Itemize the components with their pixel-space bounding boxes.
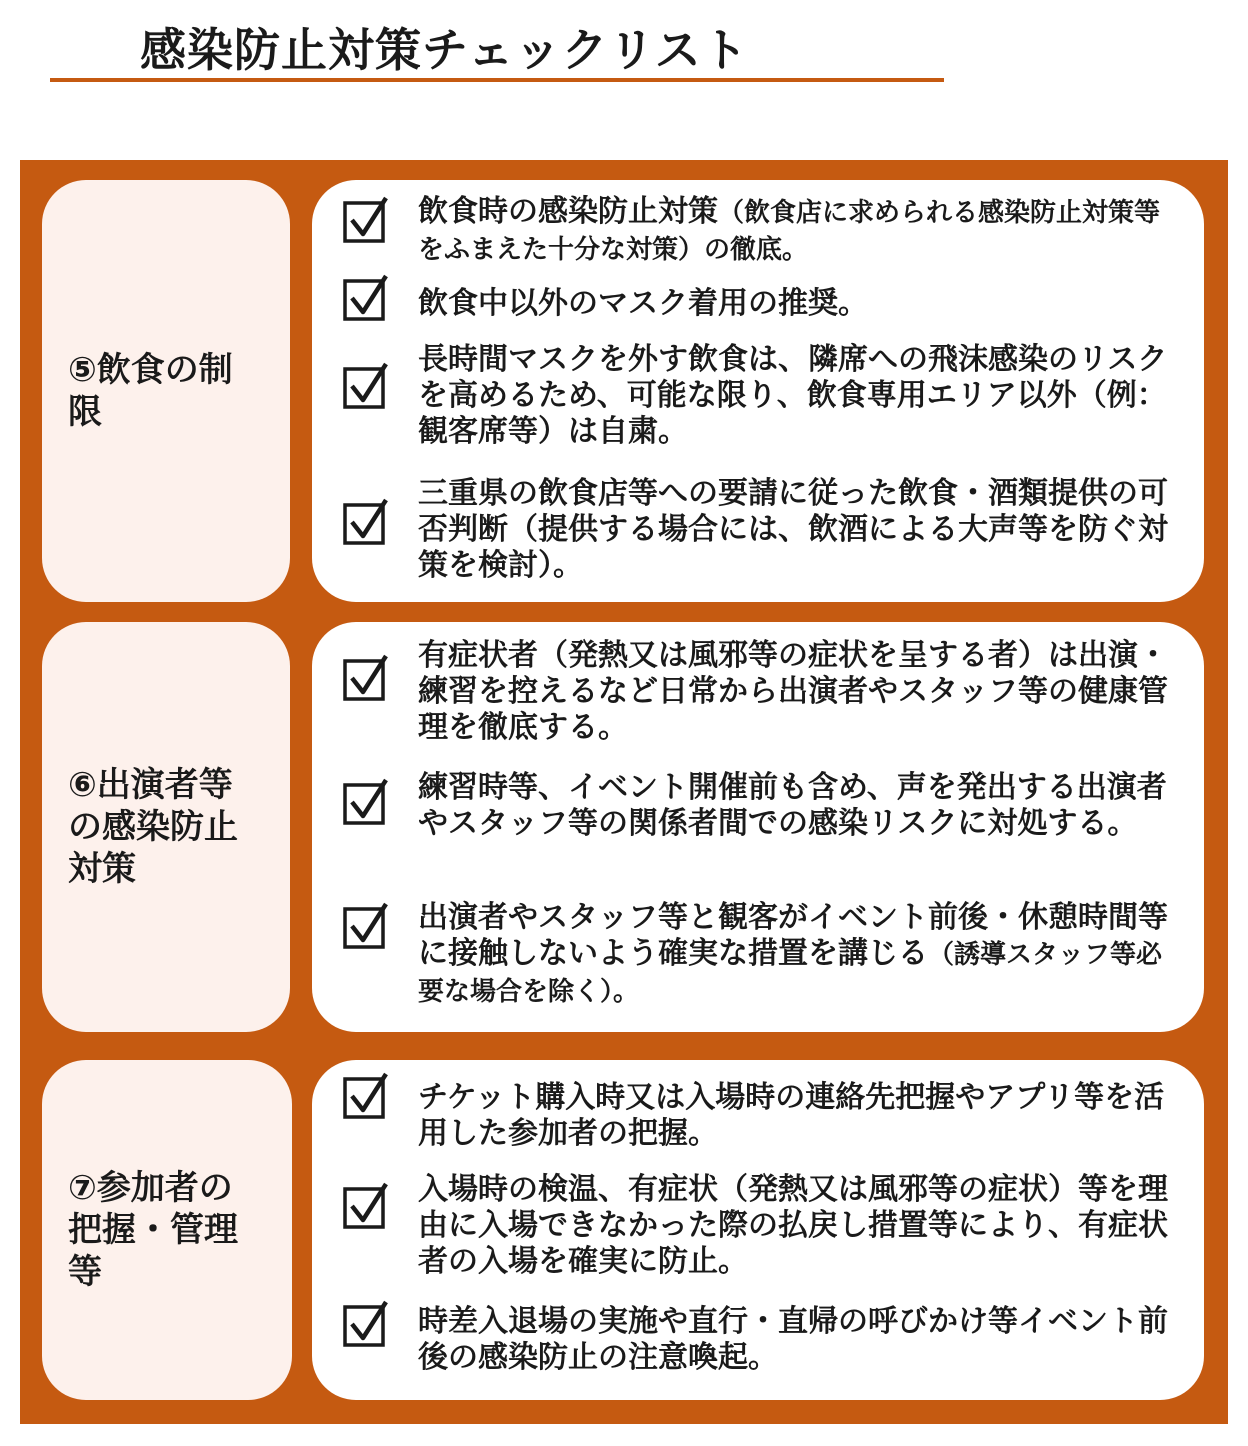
checklist-item-text: 長時間マスクを外す飲食は、隣席への飛沫感染のリスクを高めるため、可能な限り、飲食専用エリア以外（例：観客席等）は自粛。 xyxy=(418,342,1168,449)
checkbox-checked-icon[interactable] xyxy=(342,778,390,826)
section-7-label: ⑦参加者の把握・管理等 xyxy=(68,1168,238,1292)
section-7-items xyxy=(312,1060,1204,1400)
checkbox-checked-icon[interactable] xyxy=(342,274,390,322)
checkbox-checked-icon[interactable] xyxy=(342,1182,390,1230)
page-title: 感染防止対策チェックリスト xyxy=(140,23,749,77)
section-5-label-box xyxy=(42,180,290,602)
checklist-item xyxy=(312,1300,1204,1380)
section-5-items xyxy=(312,180,1204,602)
checkbox-checked-icon[interactable] xyxy=(342,196,390,244)
section-7-label-box xyxy=(42,1060,292,1400)
checklist-item-text: 入場時の検温、有症状（発熱又は風邪等の症状）等を理由に入場できなかった際の払戻し措置等により、有症状者の入場を確実に防止。 xyxy=(418,1172,1168,1279)
checklist-item-text: 有症状者（発熱又は風邪等の症状を呈する者）は出演・練習を控えるなど日常から出演者やスタッフ等の健康管理を徹底する。 xyxy=(418,638,1168,745)
checklist-frame xyxy=(20,160,1228,1424)
section-6-label: ⑥出演者等の感染防止対策 xyxy=(68,765,238,889)
checklist-item xyxy=(312,770,1204,886)
checkbox-checked-icon[interactable] xyxy=(342,1300,390,1348)
title-underline xyxy=(50,78,944,82)
checklist-item xyxy=(312,900,1204,1016)
checklist-item xyxy=(312,188,1204,268)
checkbox-checked-icon[interactable] xyxy=(342,362,390,410)
checklist-item-text: 時差入退場の実施や直行・直帰の呼びかけ等イベント前後の感染防止の注意喚起。 xyxy=(418,1304,1168,1375)
checklist-item-text: 練習時等、イベント開催前も含め、声を発出する出演者やスタッフ等の関係者間での感染リスクに対処する。 xyxy=(418,770,1167,841)
checkbox-checked-icon[interactable] xyxy=(342,654,390,702)
checklist-item-text: チケット購入時又は入場時の連絡先把握やアプリ等を活用した参加者の把握。 xyxy=(418,1080,1165,1151)
checkbox-checked-icon[interactable] xyxy=(342,498,390,546)
section-6-label-box xyxy=(42,622,290,1032)
checkbox-checked-icon[interactable] xyxy=(342,902,390,950)
checklist-item xyxy=(312,274,1204,334)
section-5-label: ⑤飲食の制限 xyxy=(68,350,233,432)
checklist-item-text: 飲食中以外のマスク着用の推奨。 xyxy=(418,286,868,321)
checklist-item xyxy=(312,638,1204,754)
checkbox-checked-icon[interactable] xyxy=(342,1072,390,1120)
checklist-item xyxy=(312,342,1204,458)
checklist-item xyxy=(312,1072,1204,1152)
section-6-items xyxy=(312,622,1204,1032)
checklist-item xyxy=(312,1172,1204,1288)
checklist-item-text: 飲食時の感染防止対策（飲食店に求められる感染防止対策等をふまえた十分な対策）の徹底。 xyxy=(418,194,1161,265)
checklist-item-text: 三重県の飲食店等への要請に従った飲食・酒類提供の可否判断（提供する場合には、飲酒による大声等を防ぐ対策を検討）。 xyxy=(418,476,1168,583)
checklist-item-text: 出演者やスタッフ等と観客がイベント前後・休憩時間等に接触しないよう確実な措置を講じる（誘導スタッフ等必要な場合を除く）。 xyxy=(418,900,1168,1007)
checklist-item xyxy=(312,476,1204,592)
